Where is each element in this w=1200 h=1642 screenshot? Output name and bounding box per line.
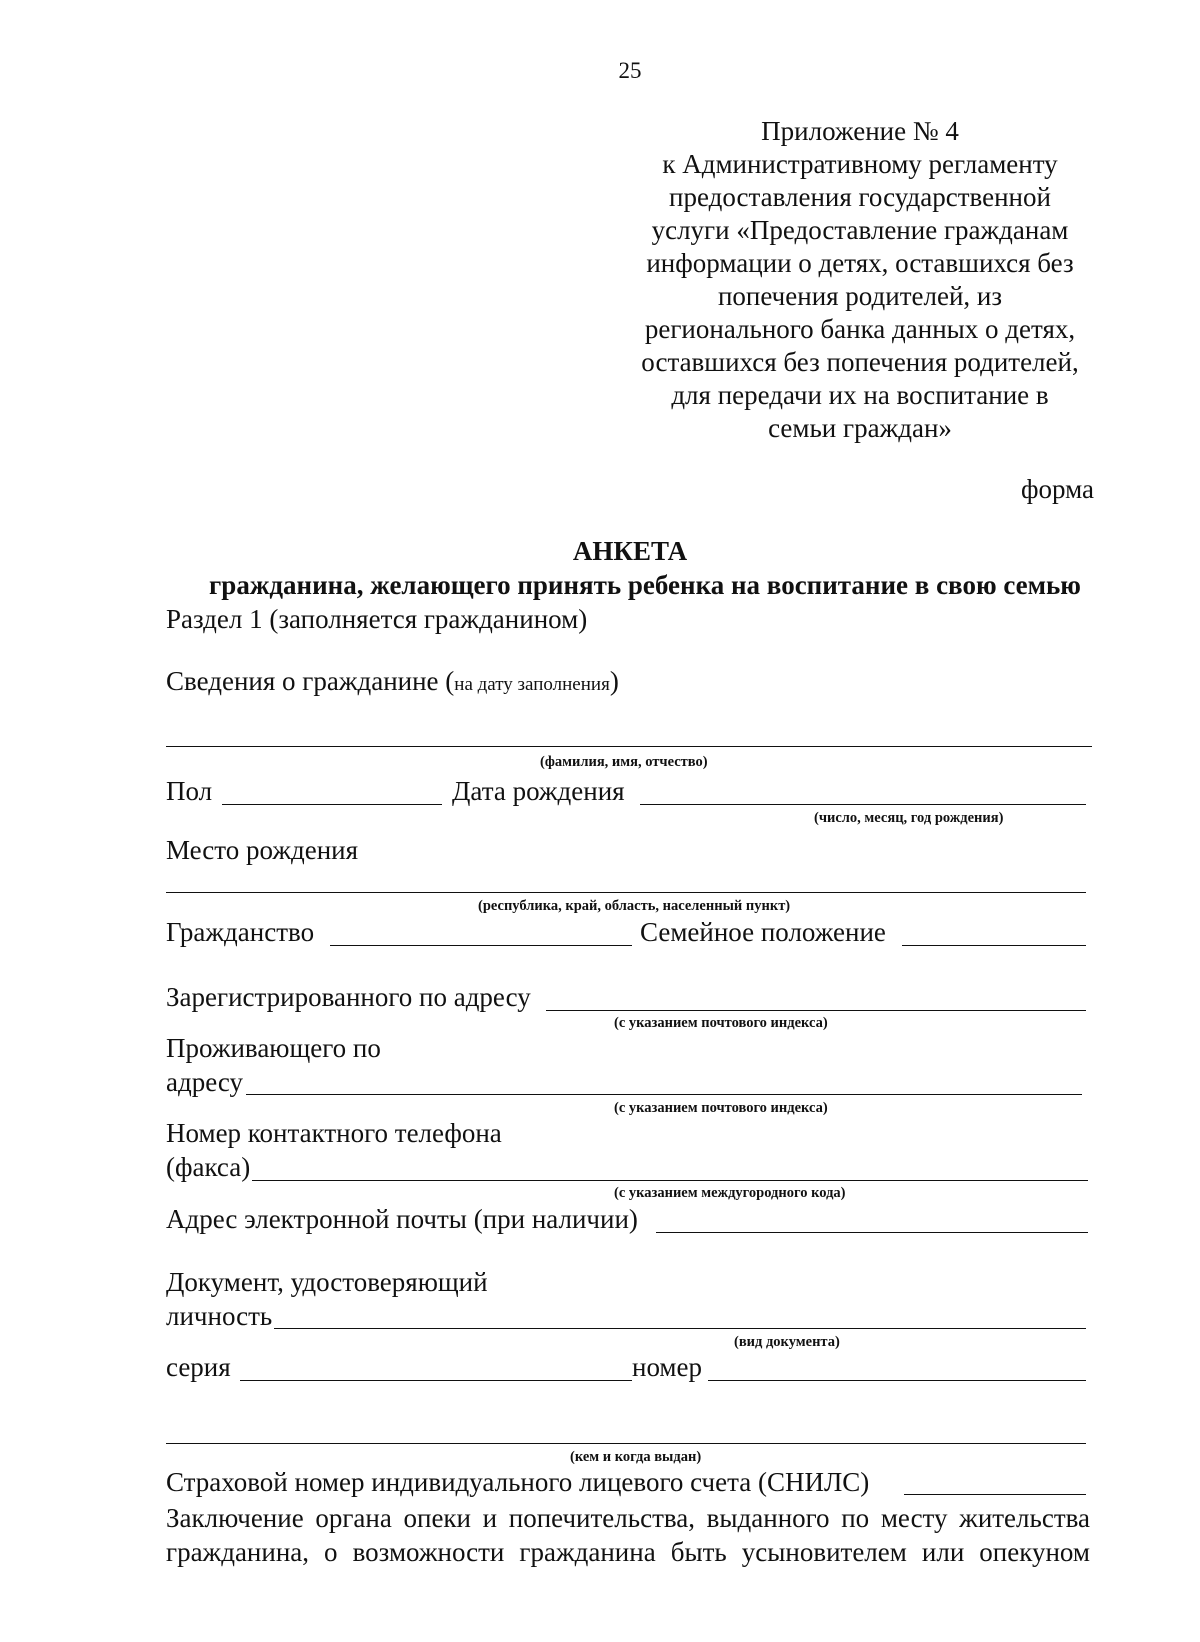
citizen-info-text: Сведения о гражданине [166,666,439,696]
fio-hint: (фамилия, имя, отчество) [540,754,708,770]
appendix-line: предоставления государственной [669,182,1051,212]
citizenship-label: Гражданство [166,917,315,947]
living-address-label-2: адресу [166,1067,244,1097]
birth-date-hint: (число, месяц, год рождения) [814,810,1004,826]
conclusion-line-1: Заключение органа опеки и попечительства, выданного по месту жительства [166,1503,1090,1533]
living-address-hint: (с указанием почтового индекса) [614,1100,828,1116]
appendix-line: Приложение № 4 [761,116,959,146]
registered-address-hint: (с указанием почтового индекса) [614,1015,828,1031]
birth-place-line[interactable] [166,892,1086,893]
conclusion-line-2: гражданина, о возможности гражданина быть усыновителем или опекуном [166,1537,1090,1567]
living-address-line[interactable] [246,1094,1082,1095]
form-label: форма [1021,474,1094,504]
appendix-line: попечения родителей, из [717,281,1003,311]
document-subtitle: гражданина, желающего принять ребенка на воспитание в свою семью [209,570,1081,600]
appendix-line: семьи граждан» [768,413,952,443]
id-doc-label-2: личность [166,1301,273,1331]
birth-date-label: Дата рождения [452,776,625,806]
gender-label: Пол [166,776,213,806]
email-label: Адрес электронной почты (при наличии) [166,1204,638,1234]
id-doc-label-1: Документ, удостоверяющий [166,1267,488,1297]
appendix-line: информации о детях, оставшихся без [646,248,1074,278]
number-line[interactable] [708,1380,1086,1381]
appendix-line: к Административному регламенту [662,149,1058,179]
living-address-label-1: Проживающего по [166,1033,381,1063]
birth-date-line[interactable] [640,804,1086,805]
registered-address-line[interactable] [546,1010,1086,1011]
series-line[interactable] [240,1380,632,1381]
fio-line[interactable] [166,746,1092,747]
citizen-info-note: на дату заполнения [454,674,610,695]
email-line[interactable] [656,1232,1088,1233]
appendix-line: регионального банка данных о детях, [644,314,1076,344]
phone-hint: (с указанием междугородного кода) [614,1185,846,1201]
citizen-info-paren-close: ) [609,666,619,696]
phone-label-1: Номер контактного телефона [166,1118,502,1148]
appendix-line: оставшихся без попечения родителей, [641,347,1079,377]
section-1-heading: Раздел 1 (заполняется гражданином) [166,604,588,634]
page-number: 25 [618,58,642,83]
appendix-line: услуги «Предоставление гражданам [651,215,1069,245]
issued-line[interactable] [166,1443,1086,1444]
phone-label-2: (факса) [166,1152,251,1182]
citizen-info-label [166,665,619,701]
snils-label: Страховой номер индивидуального лицевого счета (СНИЛС) [166,1467,870,1497]
phone-line[interactable] [252,1180,1088,1181]
marital-status-label: Семейное положение [640,917,886,947]
registered-address-label: Зарегистрированного по адресу [166,982,531,1012]
document-title: АНКЕТА [572,536,688,566]
doc-type-hint: (вид документа) [734,1334,840,1350]
gender-line[interactable] [222,804,442,805]
citizen-info-paren-open: ( [445,666,455,696]
citizenship-line[interactable] [330,945,632,946]
series-label: серия [166,1352,231,1382]
marital-status-line[interactable] [902,945,1086,946]
issued-hint: (кем и когда выдан) [570,1449,702,1465]
birth-place-hint: (республика, край, область, населенный пункт) [478,898,791,914]
id-doc-line[interactable] [274,1328,1086,1329]
appendix-line: для передачи их на воспитание в [671,380,1049,410]
appendix-block [625,115,1095,445]
birth-place-label: Место рождения [166,835,359,865]
snils-line[interactable] [904,1494,1086,1495]
number-label: номер [632,1352,703,1382]
